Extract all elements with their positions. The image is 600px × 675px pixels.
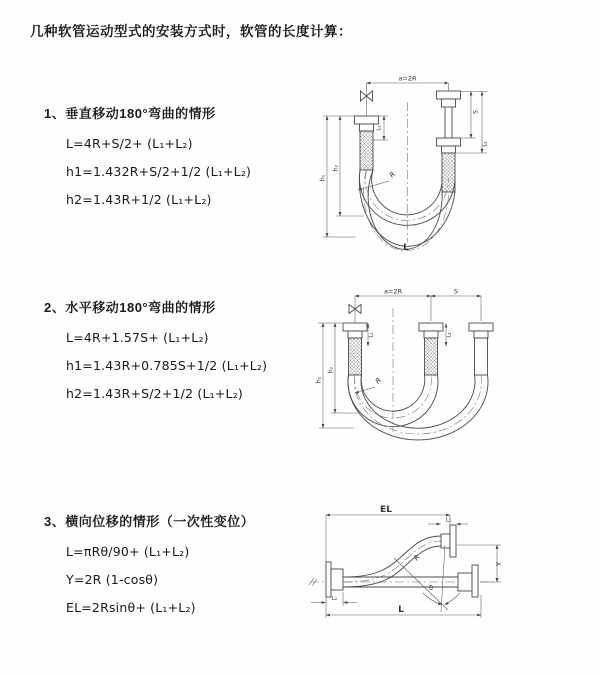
moved-hose-outline <box>475 338 488 375</box>
right-pipe-fitting-upper <box>437 91 461 107</box>
moved-pipe-fitting <box>469 323 493 338</box>
left-hose-braid <box>360 131 373 170</box>
dim-label-l1: L₁ <box>376 125 383 131</box>
left-pipe-fitting <box>343 323 367 338</box>
formula-h1: h1=1.43R+0.785S+1/2 (L₁+L₂) <box>66 358 268 373</box>
formula-h1: h1=1.432R+S/2+1/2 (L₁+L₂) <box>66 164 252 179</box>
left-flange <box>326 562 343 597</box>
section-lateral-displacement <box>44 511 254 628</box>
dim-label-h2: h₂ <box>332 164 340 172</box>
formula-length: L=πRθ/90+ (L₁+L₂) <box>66 544 190 559</box>
dim-label-s: S <box>453 287 459 296</box>
diagram-horizontal-180-bend <box>298 280 590 472</box>
section-heading: 3、横向位移的情形（一次性变位） <box>44 514 255 529</box>
left-pipe-fitting <box>355 116 379 131</box>
dim-label-y: Y <box>495 561 503 567</box>
middle-hose-braid <box>425 338 438 375</box>
right-hose-braid <box>442 153 455 192</box>
dim-label-h1: h₁ <box>315 376 323 384</box>
section-vertical-180 <box>44 103 251 220</box>
middle-pipe-fitting <box>419 323 443 338</box>
hose-u-bend <box>348 375 488 440</box>
dim-label-s: S <box>472 110 480 114</box>
page-title: 几种软管运动型式的安装方式时，软管的长度计算： <box>30 24 352 39</box>
dim-label-a2r: a=2R <box>398 74 417 83</box>
diagram-lateral-displacement <box>298 497 598 645</box>
hose-u-bend <box>359 170 455 251</box>
radius-label: R <box>412 553 422 563</box>
left-hose-braid <box>349 338 362 375</box>
dim-label-l1: L₁ <box>445 517 452 524</box>
length-label: L <box>398 605 404 615</box>
angle-label: θ <box>429 584 433 592</box>
section-heading: 2、水平移动180°弯曲的情形 <box>44 300 216 315</box>
formula-length: L=4R+1.57S+ (L₁+L₂) <box>66 330 209 345</box>
dim-label-l2: L₂ <box>331 596 338 602</box>
dim-label-l1: L₁ <box>368 332 375 338</box>
right-flange-upper <box>441 525 456 557</box>
dim-label-h2: h₂ <box>327 366 335 374</box>
dim-label-a2r: a=2R <box>383 287 403 296</box>
right-flange-lower <box>458 565 478 597</box>
hose-displaced-position <box>343 536 441 587</box>
formula-length: L=4R+S/2+ (L₁+L₂) <box>66 136 193 151</box>
radius-label: R <box>373 376 383 386</box>
right-pipe-fitting-lower <box>437 138 461 153</box>
formula-y: Y=2R (1-cosθ) <box>66 572 159 587</box>
dim-label-l2: L₂ <box>446 332 453 338</box>
radius-label: R <box>387 170 397 180</box>
formula-h2: h2=1.43R+1/2 (L₁+L₂) <box>66 192 212 207</box>
diagram-vertical-180-bend <box>298 70 590 266</box>
formula-h2: h2=1.43R+S/2+1/2 (L₁+L₂) <box>66 386 243 401</box>
section-heading: 1、垂直移动180°弯曲的情形 <box>44 106 216 121</box>
length-label: L <box>403 243 409 253</box>
section-horizontal-180 <box>44 297 267 414</box>
dim-label-h1: h₁ <box>319 174 327 182</box>
formula-el: EL=2Rsinθ+ (L₁+L₂) <box>66 600 196 615</box>
dim-label-el: EL <box>380 505 392 515</box>
dim-label-l2: L₂ <box>482 141 489 147</box>
